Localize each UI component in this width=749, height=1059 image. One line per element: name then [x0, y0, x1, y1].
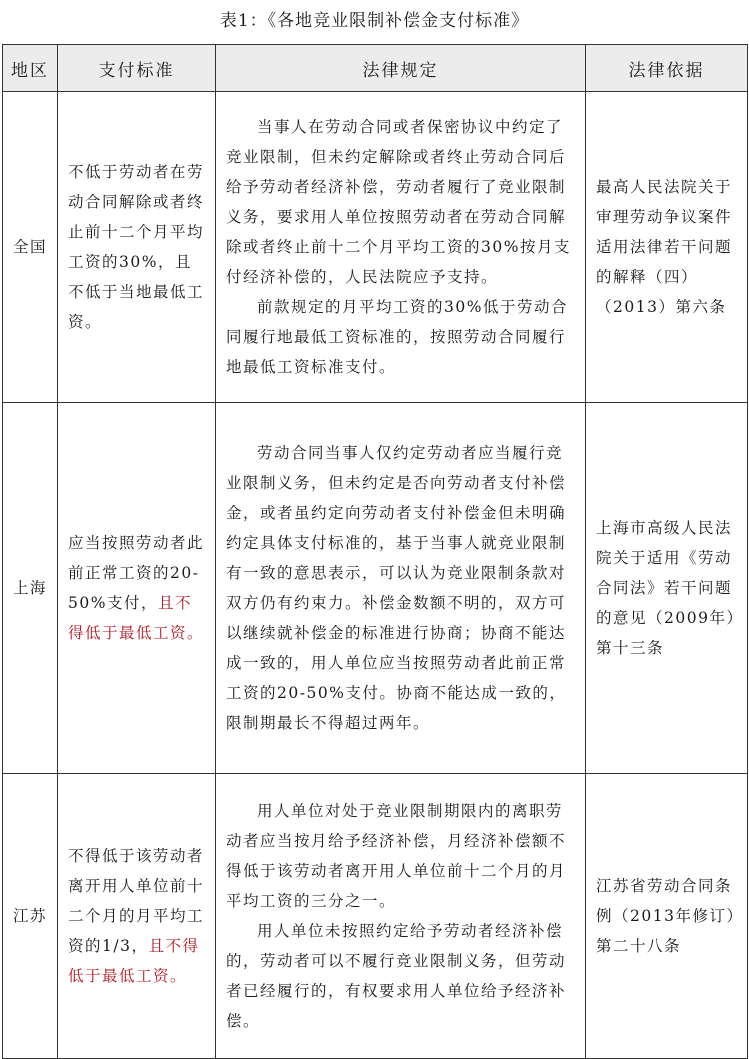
law-paragraph: 劳动合同当事人仅约定劳动者应当履行竞业限制义务，但未约定是否向劳动者支付补偿金，或者虽约定向劳动者支付补偿金但未明确约定具体支付标准的，基于当事人就竞业限制有一致的意思表示，可以认为竞业限制条款对双方仍有约束力。补偿金数额不明的，双方可以继续就补偿金的标准进行协商；协商不能达成一致的，用人单位应当按照劳动者此前正常工资的20-50%支付。协商不能达成一致的，限制期最长不得超过两年。 — [226, 444, 567, 732]
table-row — [3, 774, 748, 1059]
standard-text: 不低于劳动者在劳动合同解除或者终止前十二个月平均工资的30%，且不低于当地最低工资。 — [68, 163, 205, 331]
standard-red-text: 且不得低于最低工资。 — [68, 937, 200, 985]
law-paragraph: 当事人在劳动合同或者保密协议中约定了竞业限制，但未约定解除或者终止劳动合同后给予劳动者经济补偿，劳动者履行了竞业限制义务，要求用人单位按照劳动者在劳动合同解除或者终止前十二个月平均工资的30%按月支付经济补偿的，人民法院应予支持。 — [226, 118, 571, 286]
law-paragraph: 前款规定的月平均工资的30%低于劳动合同履行地最低工资标准的，按照劳动合同履行地最低工资标准支付。 — [226, 298, 568, 376]
law-paragraph: 用人单位未按照约定给予劳动者经济补偿的，劳动者可以不履行竞业限制义务，但劳动者已经履行的，有权要求用人单位给予经济补偿。 — [226, 922, 567, 1030]
region-cell: 上海 — [3, 403, 58, 774]
basis-cell: 最高人民法院关于审理劳动争议案件适用法律若干问题的解释（四）（2013）第六条 — [586, 92, 748, 403]
table-header-row — [3, 45, 748, 92]
law-cell — [216, 92, 586, 403]
standard-red-text: 且不得低于最低工资。 — [68, 594, 205, 642]
basis-cell: 上海市高级人民法院关于适用《劳动合同法》若干问题的意见（2009年）第十三条 — [586, 403, 748, 774]
table-caption: 表1：《各地竞业限制补偿金支付标准》 — [219, 11, 530, 31]
law-cell — [216, 774, 586, 1059]
table-row — [3, 403, 748, 774]
region-cell: 全国 — [3, 92, 58, 403]
region-cell: 江苏 — [3, 774, 58, 1059]
standard-cell — [58, 92, 216, 403]
standard-cell — [58, 774, 216, 1059]
header-law: 法律规定 — [216, 45, 586, 92]
basis-cell: 江苏省劳动合同条例（2013年修订）第二十八条 — [586, 774, 748, 1059]
compensation-standards-table — [2, 44, 748, 1059]
standard-cell — [58, 403, 216, 774]
header-basis: 法律依据 — [586, 45, 748, 92]
standard-text: 应当按照劳动者此前正常工资的20-50%支付， — [68, 534, 205, 612]
standard-text: 不得低于该劳动者离开用人单位前十二个月的月平均工资的1/3， — [68, 847, 205, 955]
law-paragraph: 用人单位对处于竞业限制期限内的离职劳动者应当按月给予经济补偿，月经济补偿额不得低于该劳动者离开用人单位前十二个月的月平均工资的三分之一。 — [226, 802, 567, 910]
header-standard: 支付标准 — [58, 45, 216, 92]
header-region: 地区 — [3, 45, 58, 92]
law-cell — [216, 403, 586, 774]
table-row — [3, 92, 748, 403]
